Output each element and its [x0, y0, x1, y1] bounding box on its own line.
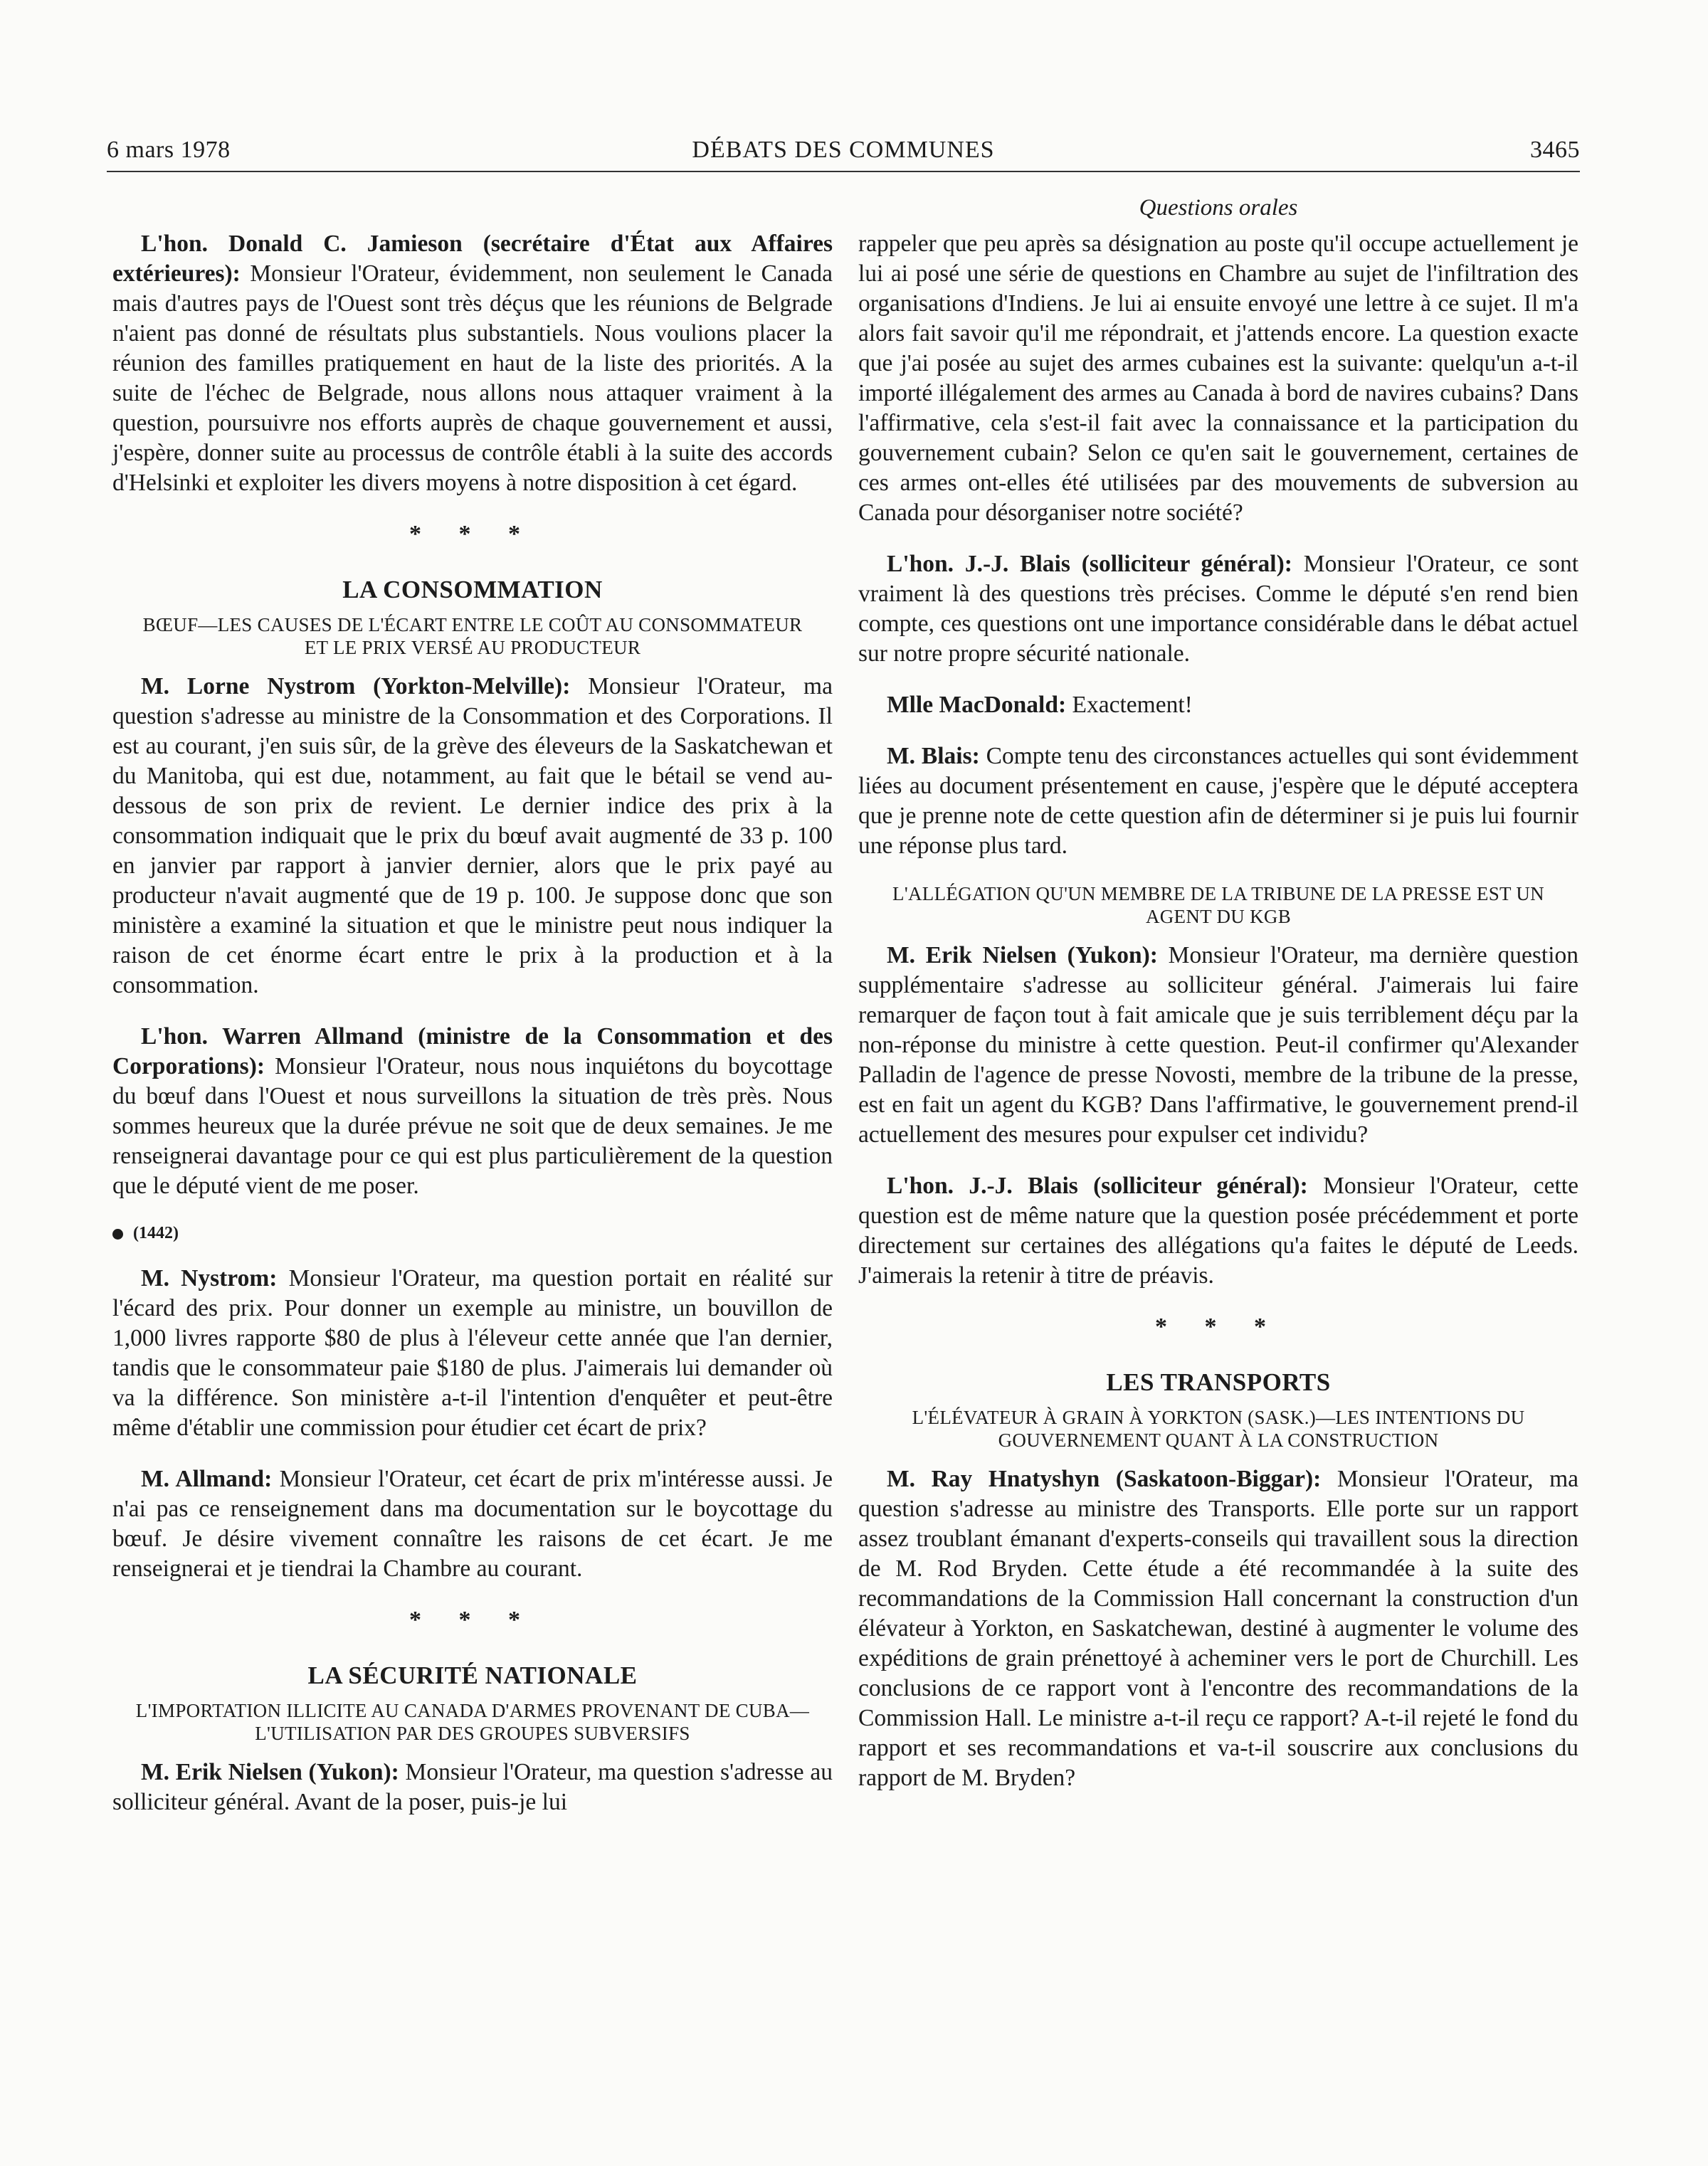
running-head: Questions orales	[1139, 195, 1298, 221]
section-separator: * * *	[409, 521, 536, 547]
speech: Exactement!	[1072, 692, 1193, 718]
speaker: M. Allmand:	[141, 1466, 273, 1492]
time-marker	[112, 1218, 833, 1248]
speech: Monsieur l'Orateur, évidemment, non seulement le Canada mais d'autres pays de l'Ouest sont très déçus que les réunions de Belgrade n'aient pas donné de résultats plus substantiels. Nous voulions placer la réunion des familles pratiquement en haut de la liste des priorités. A la suite de l'échec de Belgrade, nous allons nous attaquer vraiment à la question, poursuivre nos efforts auprès de chaque gouvernement et aussi, j'espère, donner suite au processus de contrôle établi à la suite des accords d'Helsinki et exploiter les divers moyens à notre disposition à cet égard.	[112, 260, 833, 496]
paragraph	[112, 1022, 833, 1201]
section-separator: * * *	[1155, 1314, 1282, 1340]
section-subtitle: L'IMPORTATION ILLICITE AU CANADA D'ARMES PROVENANT DE CUBA—L'UTILISATION PAR DES GROUPES SUBVERSIFS	[135, 1700, 810, 1744]
speaker: M. Blais:	[887, 743, 980, 769]
section-separator: * * *	[409, 1607, 536, 1633]
speaker: L'hon. Donald C. Jamieson (secrétaire d'État aux Affaires extérieures):	[112, 231, 833, 287]
bullet-icon	[112, 1229, 123, 1240]
paragraph	[858, 941, 1578, 1150]
speaker: L'hon. J.-J. Blais (solliciteur général):	[887, 1173, 1308, 1199]
speech: Monsieur l'Orateur, ma question s'adresse au ministre de la Consommation et des Corporations. Il est au courant, j'en suis sûr, de la grève des éleveurs de la Saskatchewan et du Manitoba, qui est due, notamment, au fait que le bétail se vend au-dessous de son prix de revient. Le dernier indice des prix à la consommation indiquait que le prix du bœuf avait augmenté de 33 p. 100 en janvier par rapport à janvier dernier, alors que le prix payé au producteur n'avait augmenté que de 19 p. 100. Je suppose donc que son ministère a examiné la situation et que le ministre peut nous indiquer la raison de cet énorme écart entre le prix à la production et à la consommation.	[112, 673, 833, 998]
speech: Monsieur l'Orateur, ma question portait en réalité sur l'écard des prix. Pour donner un exemple au ministre, un bouvillon de 1,000 livres rapporte $80 de plus à l'éleveur cette année que l'an dernier, tandis que le consommateur paie $180 de plus. J'aimerais lui demander où va la différence. Son ministère a-t-il l'intention d'enquêter et peut-être même d'établir une commission pour étudier cet écart de prix?	[112, 1265, 833, 1441]
speaker: L'hon. Warren Allmand (ministre de la Consommation et des Corporations):	[112, 1023, 833, 1079]
right-column	[858, 229, 1578, 1814]
left-column	[112, 229, 833, 1839]
section-title: LA SÉCURITÉ NATIONALE	[307, 1662, 638, 1689]
paragraph	[112, 672, 833, 1000]
page-header	[107, 134, 1580, 172]
section-title: LES TRANSPORTS	[1106, 1368, 1331, 1396]
header-page-number: 3465	[1530, 137, 1580, 163]
paragraph	[112, 229, 833, 498]
speaker: M. Nystrom:	[141, 1265, 278, 1291]
speech: Compte tenu des circonstances actuelles qui sont évidemment liées au document présentement en cause, j'espère que le député acceptera que je prenne note de cette question afin de déterminer si je puis lui fournir une réponse plus tard.	[858, 743, 1578, 859]
paragraph	[112, 1464, 833, 1584]
speaker: Mlle MacDonald:	[887, 692, 1067, 718]
paragraph	[858, 229, 1578, 528]
paragraph	[858, 549, 1578, 669]
speech: Monsieur l'Orateur, ma question s'adresse au ministre des Transports. Elle porte sur un rapport assez troublant émanant d'experts-conseils qui travaillent sous la direction de M. Rod Bryden. Cette étude a été recommandée à la suite des recommandations de la Commission Hall concernant la construction d'un élévateur à Yorkton, en Saskatchewan, destiné à augmenter le volume des expéditions de grain prénettoyé à acheminer vers le port de Churchill. Les conclusions de ce rapport vont à l'encontre des recommandations de la Commission Hall. Le ministre a-t-il reçu ce rapport? A-t-il rejeté le fond du rapport et ses recommandations et va-t-il souscrire aux conclusions du rapport de M. Bryden?	[858, 1466, 1579, 1791]
section-subtitle: L'ALLÉGATION QU'UN MEMBRE DE LA TRIBUNE DE LA PRESSE EST UN AGENT DU KGB	[892, 883, 1544, 927]
speaker: M. Ray Hnatyshyn (Saskatoon-Biggar):	[887, 1466, 1322, 1492]
speaker: M. Lorne Nystrom (Yorkton-Melville):	[141, 673, 571, 699]
paragraph	[858, 1171, 1578, 1291]
section-title: LA CONSOMMATION	[342, 576, 603, 603]
speech: Monsieur l'Orateur, cette question est de même nature que la question posée précédemment et porte directement sur certaines des allégations qu'a faites le député de Leeds. J'aimerais la retenir à titre de préavis.	[858, 1173, 1578, 1289]
paragraph	[858, 741, 1578, 861]
header-title: DÉBATS DES COMMUNES	[692, 137, 995, 163]
speaker: L'hon. J.-J. Blais (solliciteur général):	[887, 551, 1292, 577]
speech: Monsieur l'Orateur, ma dernière question supplémentaire s'adresse au solliciteur général. J'aimerais lui faire remarquer de façon tout à fait amicale que je suis terriblement déçu par la non-réponse du ministre à cette question. Peut-il confirmer qu'Alexander Palladin de l'agence de presse Novosti, membre de la tribune de la presse, est en fait un agent du KGB? Dans l'affirmative, le gouvernement prend-il actuellement des mesures pour expulser cet individu?	[858, 942, 1578, 1148]
section-subtitle: L'ÉLÉVATEUR À GRAIN À YORKTON (SASK.)—LES INTENTIONS DU GOUVERNEMENT QUANT À LA CONSTRUCTION	[912, 1407, 1525, 1451]
speech: Monsieur l'Orateur, cet écart de prix m'intéresse aussi. Je n'ai pas ce renseignement dans ma documentation sur le boycottage du bœuf. Je désire vivement connaître les raisons de cet écart. Je me renseignerai et je tiendrai la Chambre au courant.	[112, 1466, 833, 1582]
speech: rappeler que peu après sa désignation au poste qu'il occupe actuellement je lui ai posé une série de questions en Chambre au sujet de l'infiltration des organisations d'Indiens. Je lui ai ensuite envoyé une lettre à ce sujet. Il m'a alors fait savoir qu'il me répondrait, et j'attends encore. La question exacte que j'ai posée au sujet des armes cubaines est la suivante: quelqu'un a-t-il importé illégalement des armes au Canada à bord de navires cubains? Dans l'affirmative, cela s'est-il fait avec la connaissance et la participation du gouvernement cubain? Selon ce qu'en sait le gouvernement, certaines de ces armes ont-elles été utilisées par des mouvements de subversion au Canada pour désorganiser notre société?	[858, 231, 1578, 526]
paragraph	[858, 690, 1578, 720]
paragraph	[112, 1758, 833, 1817]
time-marker-label: (1442)	[133, 1224, 179, 1242]
speech: Monsieur l'Orateur, nous nous inquiétons du boycottage du bœuf dans l'Ouest et nous surveillons la situation de très près. Nous sommes heureux que la durée prévue ne soit que de deux semaines. Je me renseignerai davantage pour ce qui est plus particulièrement de la question que le député vient de me poser.	[112, 1053, 833, 1199]
header-date: 6 mars 1978	[107, 137, 231, 163]
paragraph	[858, 1464, 1578, 1793]
paragraph	[112, 1264, 833, 1443]
section-subtitle: BŒUF—LES CAUSES DE L'ÉCART ENTRE LE COÛT AU CONSOMMATEUR ET LE PRIX VERSÉ AU PRODUCTEUR	[142, 614, 803, 658]
speech: Monsieur l'Orateur, ce sont vraiment là des questions très précises. Comme le député s'en rend bien compte, ces questions ont une importance considérable dans le débat actuel sur notre propre sécurité nationale.	[858, 551, 1578, 667]
speaker: M. Erik Nielsen (Yukon):	[887, 942, 1158, 968]
speech: Monsieur l'Orateur, ma question s'adresse au solliciteur général. Avant de la poser, puis-je lui	[112, 1759, 833, 1815]
speaker: M. Erik Nielsen (Yukon):	[141, 1759, 399, 1785]
